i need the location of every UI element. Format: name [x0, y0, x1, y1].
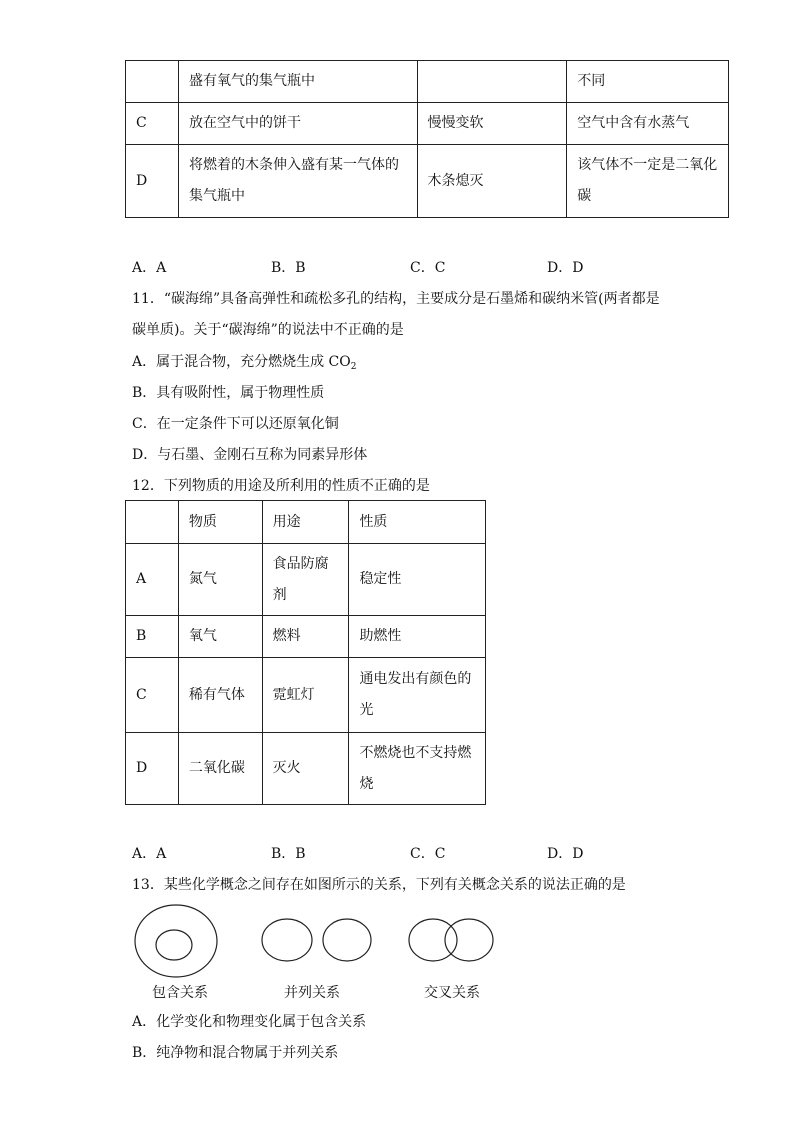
- containing-outer-circle: [135, 905, 217, 977]
- column-header: 用途: [262, 501, 349, 544]
- q11-stem-line1: 11．“碳海绵”具备高弹性和疏松多孔的结构，主要成分是石墨烯和碳纳米管(两者都是: [132, 291, 660, 307]
- table-cell: 氮气: [178, 544, 262, 616]
- cell-line: 通电发出有颜色的: [359, 671, 472, 687]
- cell-line: 烧: [359, 775, 374, 792]
- table-cell: 不同: [567, 61, 729, 103]
- table-cell: 稀有气体: [178, 658, 262, 733]
- option-b[interactable]: B．B: [271, 846, 306, 862]
- q11-option-a[interactable]: [132, 351, 356, 372]
- q13-option-b[interactable]: B．纯净物和混合物属于并列关系: [132, 1045, 339, 1061]
- table-row: [126, 658, 486, 733]
- table-cell: [349, 658, 486, 733]
- table-cell: 慢慢变软: [417, 103, 567, 145]
- table-cell: 氧气: [178, 616, 262, 658]
- table-cell: [417, 61, 567, 103]
- option-c[interactable]: C．C: [410, 846, 446, 862]
- table-cell: 稳定性: [349, 544, 486, 616]
- table-row: [126, 733, 486, 805]
- table-cell: [126, 61, 179, 103]
- table-cell: C: [126, 658, 179, 733]
- column-header: [126, 501, 179, 544]
- option-d[interactable]: D．D: [547, 846, 584, 862]
- diagram-label-intersect: 交叉关系: [424, 985, 480, 1001]
- option-a[interactable]: A．A: [132, 846, 167, 862]
- option-a[interactable]: A．A: [132, 260, 167, 276]
- table-cell: [349, 733, 486, 805]
- table-cell: 灭火: [262, 733, 349, 805]
- q13-stem: 13．某些化学概念之间存在如图所示的关系，下列有关概念关系的说法正确的是: [132, 877, 626, 893]
- table-cell: [178, 145, 417, 218]
- table-cell: 放在空气中的饼干: [178, 103, 417, 145]
- q12-table: [125, 500, 486, 805]
- table-cell: A: [126, 544, 179, 616]
- parallel-left-circle: [262, 919, 312, 961]
- parallel-right-circle: [323, 919, 371, 961]
- diagram-label-parallel: 并列关系: [284, 985, 340, 1001]
- table-cell: D: [126, 145, 179, 218]
- intersect-right-circle: [445, 919, 493, 961]
- table-cell: 木条熄灭: [417, 145, 567, 218]
- table-cell: 助燃性: [349, 616, 486, 658]
- table-cell: 燃料: [262, 616, 349, 658]
- option-d[interactable]: D．D: [547, 260, 584, 276]
- cell-line: 光: [359, 702, 374, 718]
- cell-line: 剂: [272, 586, 287, 603]
- subscript: 2: [350, 362, 357, 372]
- option-c[interactable]: C．C: [410, 260, 446, 276]
- cell-line: 食品防腐: [272, 555, 329, 572]
- column-header: 性质: [349, 501, 486, 544]
- diagram-label-containing: 包含关系: [152, 985, 208, 1001]
- q10-options: [132, 257, 732, 277]
- table-row: [126, 616, 486, 658]
- cell-line: 集气瓶中: [188, 188, 245, 204]
- option-b[interactable]: B．B: [271, 260, 306, 276]
- q13-option-a[interactable]: A．化学变化和物理变化属于包含关系: [132, 1014, 367, 1030]
- cell-line: 将燃着的木条伸入盛有某一气体的: [188, 157, 399, 173]
- table-cell: B: [126, 616, 179, 658]
- cell-line: 该气体不一定是二氧化: [577, 157, 718, 173]
- q12-stem: 12．下列物质的用途及所利用的性质不正确的是: [132, 478, 430, 494]
- table-cell: [262, 544, 349, 616]
- table-header-row: [126, 501, 486, 544]
- table-cell: C: [126, 103, 179, 145]
- table-cell: 二氧化碳: [178, 733, 262, 805]
- q12-options: [132, 843, 732, 863]
- q11-option-b[interactable]: B．具有吸附性，属于物理性质: [132, 385, 325, 401]
- table-row: [126, 145, 729, 218]
- table-row: [126, 61, 729, 103]
- table-cell: 霓虹灯: [262, 658, 349, 733]
- cell-line: 碳: [577, 188, 592, 204]
- table-cell: [567, 145, 729, 218]
- q10-table: [125, 60, 729, 218]
- relationship-diagram: [125, 905, 505, 985]
- containing-inner-circle: [156, 930, 192, 960]
- table-row: [126, 103, 729, 145]
- q11-stem-line2: 碳单质)。关于“碳海绵”的说法中不正确的是: [132, 322, 404, 338]
- table-cell: 空气中含有水蒸气: [567, 103, 729, 145]
- cell-line: 不燃烧也不支持燃: [359, 744, 472, 761]
- table-cell: D: [126, 733, 179, 805]
- table-cell: 盛有氧气的集气瓶中: [178, 61, 417, 103]
- intersect-left-circle: [409, 919, 457, 961]
- table-row: [126, 544, 486, 616]
- q11-option-a-text: A．属于混合物，充分燃烧生成 CO: [132, 354, 351, 370]
- column-header: 物质: [178, 501, 262, 544]
- q11-option-d[interactable]: D．与石墨、金刚石互称为同素异形体: [132, 447, 368, 463]
- q11-option-c[interactable]: C．在一定条件下可以还原氧化铜: [132, 416, 339, 432]
